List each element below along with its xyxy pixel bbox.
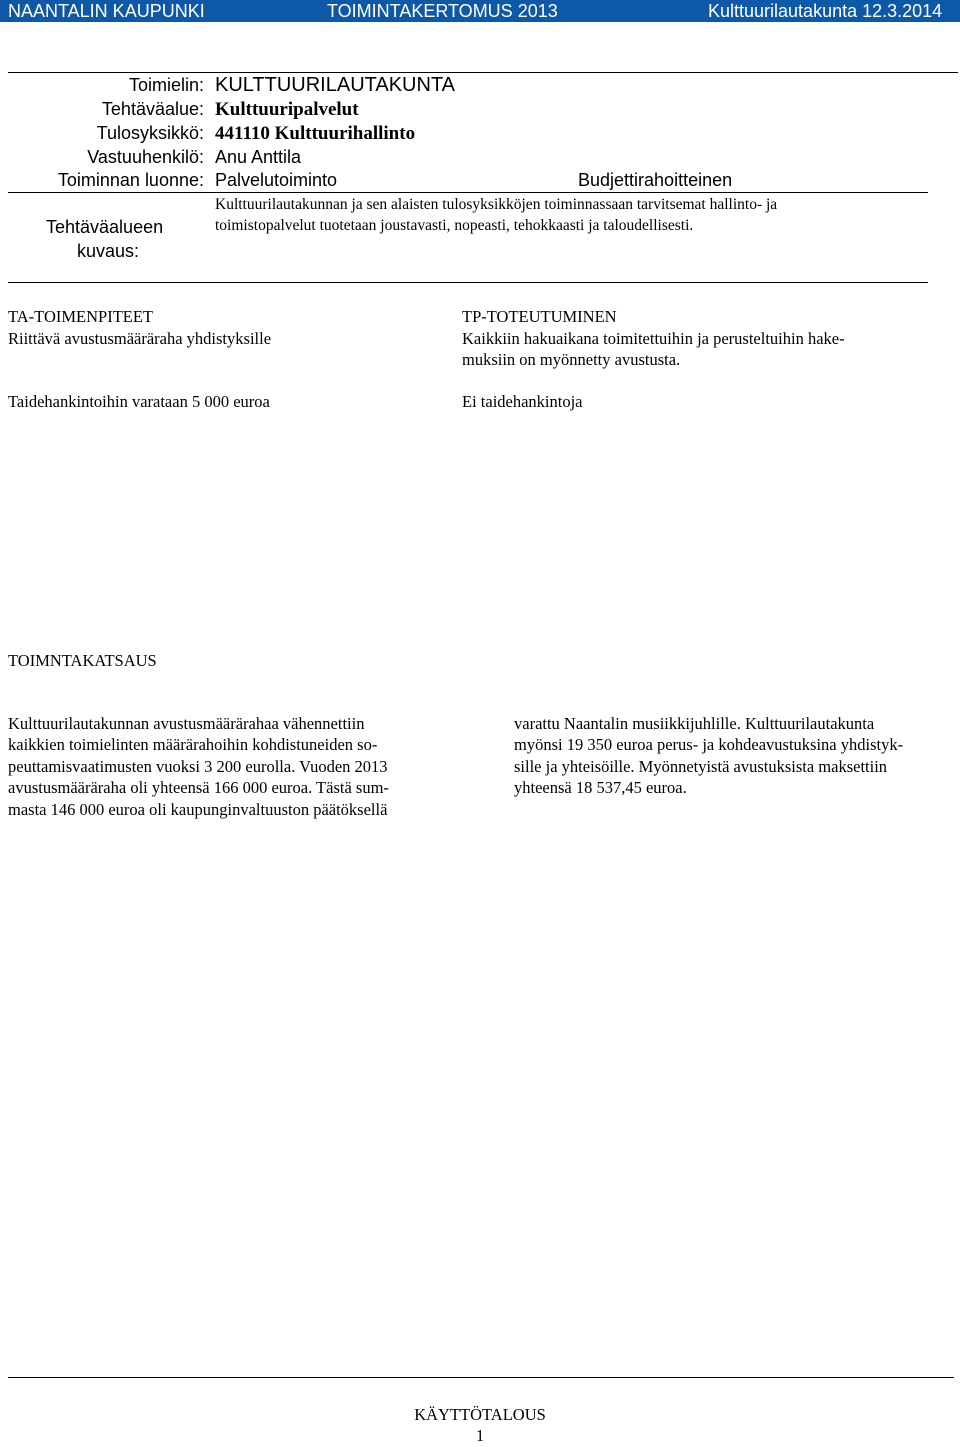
- ta-item-2: Taidehankintoihin varataan 5 000 euroa: [8, 392, 270, 411]
- page-number: 1: [475, 1426, 485, 1445]
- review-left-line: avustusmääräraha oli yhteensä 166 000 euroa. Tästä sum-: [8, 778, 389, 797]
- footer-section-title: KÄYTTÖTALOUS: [414, 1405, 546, 1424]
- header-city: NAANTALIN KAUPUNKI: [8, 1, 205, 21]
- header-board-date: Kulttuurilautakunta 12.3.2014: [708, 1, 943, 21]
- budjetti-type: Budjettirahoitteinen: [578, 170, 733, 190]
- top-rule: [8, 72, 958, 73]
- tulosyksikko-value: 441110 Kulttuurihallinto: [215, 123, 416, 144]
- review-left-line: Kulttuurilautakunnan avustusmäärärahaa vähennettiin: [8, 714, 365, 733]
- tulosyksikko-label: Tulosyksikkö:: [96, 123, 204, 143]
- tp-heading: TP-TOTEUTUMINEN: [462, 307, 617, 326]
- section-rule: [8, 282, 928, 283]
- review-left-line: peuttamisvaatimusten vuoksi 3 200 eurolla. Vuoden 2013: [8, 757, 388, 776]
- ta-heading: TA-TOIMENPITEET: [8, 307, 154, 326]
- tp-item-1-line-2: muksiin on myönnetty avustusta.: [462, 350, 681, 369]
- kuvaus-label-line-1: Tehtäväalueen: [46, 217, 164, 237]
- review-right-line: sille ja yhteisöille. Myönnetyistä avustuksista maksettiin: [514, 757, 888, 776]
- footer-rule: [8, 1377, 954, 1378]
- kuvaus-text-line-2: toimistopalvelut tuotetaan joustavasti, nopeasti, tehokkaasti ja taloudellisesti.: [215, 217, 694, 234]
- tehtavaalue-value: Kulttuuripalvelut: [215, 99, 359, 120]
- kuvaus-label-line-2: kuvaus:: [77, 241, 140, 261]
- kuvaus-text-line-1: Kulttuurilautakunnan ja sen alaisten tulosyksikköjen toiminnassaan tarvitsemat hallinto- ja: [215, 196, 778, 213]
- luonne-value: Palvelutoiminto: [215, 170, 338, 190]
- review-heading: TOIMNTAKATSAUS: [8, 651, 157, 670]
- toimielin-value: KULTTUURILAUTAKUNTA: [215, 74, 456, 96]
- tehtavaalue-label: Tehtäväalue:: [101, 99, 204, 119]
- vastuuhenkilo-value: Anu Anttila: [215, 147, 302, 167]
- review-right-line: myönsi 19 350 euroa perus- ja kohdeavustuksina yhdistyk-: [514, 735, 904, 754]
- page-header: [0, 0, 960, 22]
- ta-item-1: Riittävä avustusmääräraha yhdistyksille: [8, 329, 272, 348]
- tp-item-1-line-1: Kaikkiin hakuaikana toimitettuihin ja perusteltuihin hake-: [462, 329, 845, 348]
- review-left-line: kaikkien toimielinten määrärahoihin kohdistuneiden so-: [8, 735, 378, 754]
- review-left-line: masta 146 000 euroa oli kaupunginvaltuuston päätöksellä: [8, 800, 388, 819]
- luonne-label: Toiminnan luonne:: [57, 170, 204, 190]
- review-right-line: yhteensä 18 537,45 euroa.: [514, 778, 687, 797]
- tp-item-2: Ei taidehankintoja: [462, 392, 583, 411]
- info-rule: [8, 192, 928, 193]
- header-report-title: TOIMINTAKERTOMUS 2013: [327, 1, 558, 21]
- vastuuhenkilo-label: Vastuuhenkilö:: [87, 147, 204, 167]
- review-right-line: varattu Naantalin musiikkijuhlille. Kulttuurilautakunta: [514, 714, 875, 733]
- toimielin-label: Toimielin:: [128, 75, 204, 95]
